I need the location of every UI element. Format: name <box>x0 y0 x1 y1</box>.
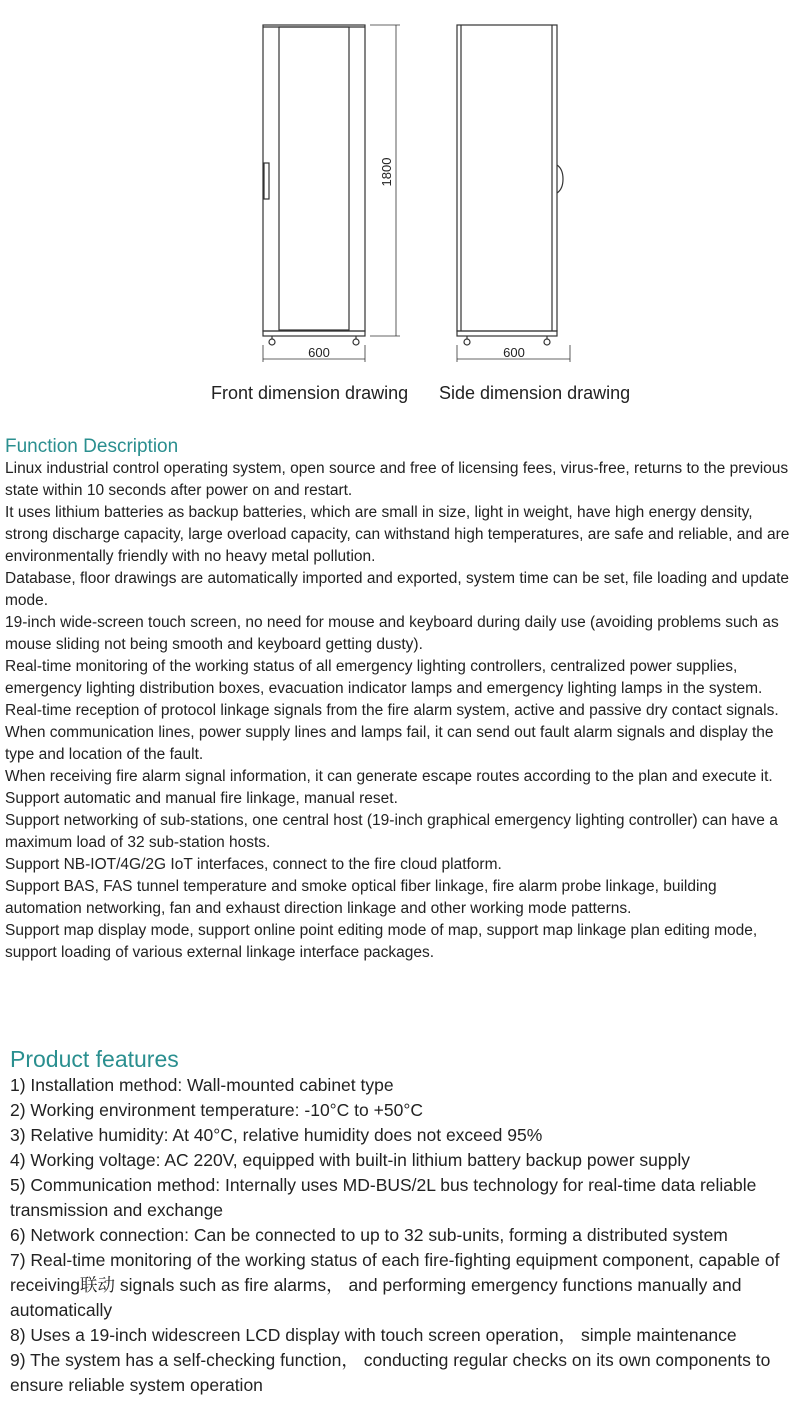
dimension-drawings <box>0 0 800 420</box>
function-description-item: Support BAS, FAS tunnel temperature and smoke optical fiber linkage, fire alarm probe linkage, building automation networking, fan and exhaust direction linkage and other working mode patterns. <box>5 878 717 917</box>
function-description-item: It uses lithium batteries as backup batteries, which are small in size, light in weight, have high energy density, strong discharge capacity, large overload capacity, can withstand high temperatures, are safe and reliable, and are environmentally friendly with no heavy metal pollution. <box>5 504 790 565</box>
function-description-item: When receiving fire alarm signal information, it can generate escape routes according to the plan and execute it. <box>5 768 773 785</box>
side-caption: Side dimension drawing <box>439 383 631 403</box>
product-features-section <box>10 1045 795 1398</box>
product-feature-item: 4) Working voltage: AC 220V, equipped with built-in lithium battery backup power supply <box>10 1150 690 1170</box>
function-description-title: Function Description <box>5 436 179 457</box>
function-description-section <box>5 436 795 964</box>
function-description-item: Support NB-IOT/4G/2G IoT interfaces, connect to the fire cloud platform. <box>5 856 502 873</box>
product-features-list <box>10 1073 795 1398</box>
front-caption: Front dimension drawing <box>211 383 409 403</box>
front-cabinet-drawing <box>263 25 400 362</box>
product-feature-item: 7) Real-time monitoring of the working status of each fire-fighting equipment component, capable of receiving联动 signals such as fire alarms， and performing emergency functions manually and automatically <box>10 1250 780 1320</box>
function-description-item: Database, floor drawings are automatically imported and exported, system time can be set, file loading and update mode. <box>5 570 790 609</box>
function-description-item: Linux industrial control operating system, open source and free of licensing fees, virus-free, returns to the previous state within 10 seconds after power on and restart. <box>5 460 789 499</box>
function-description-item: Real-time monitoring of the working status of all emergency lighting controllers, centralized power supplies, emergency lighting distribution boxes, evacuation indicator lamps and emergency lighting lamps in the system. <box>5 658 763 697</box>
product-feature-item: 2) Working environment temperature: -10°C to +50°C <box>10 1100 423 1120</box>
product-feature-item: 1) Installation method: Wall-mounted cabinet type <box>10 1075 394 1095</box>
product-feature-item: 8) Uses a 19-inch widescreen LCD display with touch screen operation， simple maintenance <box>10 1325 737 1345</box>
side-width-label: 600 <box>503 345 525 360</box>
side-cabinet-drawing <box>457 25 570 362</box>
function-description-item: Support map display mode, support online point editing mode of map, support map linkage plan editing mode, support loading of various external linkage interface packages. <box>5 922 758 961</box>
front-width-label: 600 <box>308 345 330 360</box>
function-description-item: Support automatic and manual fire linkage, manual reset. <box>5 790 398 807</box>
function-description-item: Real-time reception of protocol linkage signals from the fire alarm system, active and passive dry contact signals. <box>5 702 779 719</box>
product-features-title: Product features <box>10 1046 179 1072</box>
product-feature-item: 9) The system has a self-checking function， conducting regular checks on its own components to ensure reliable system operation <box>10 1350 771 1395</box>
product-feature-item: 5) Communication method: Internally uses MD-BUS/2L bus technology for real-time data reliable transmission and exchange <box>10 1175 757 1220</box>
product-feature-item: 6) Network connection: Can be connected to up to 32 sub-units, forming a distributed system <box>10 1225 728 1245</box>
front-height-label: 1800 <box>379 157 394 187</box>
product-feature-item: 3) Relative humidity: At 40°C, relative humidity does not exceed 95% <box>10 1125 543 1145</box>
function-description-list <box>5 458 795 964</box>
function-description-item: 19-inch wide-screen touch screen, no need for mouse and keyboard during daily use (avoiding problems such as mouse sliding not being smooth and keyboard getting dusty). <box>5 614 779 653</box>
function-description-item: When communication lines, power supply lines and lamps fail, it can send out fault alarm signals and display the type and location of the fault. <box>5 724 774 763</box>
function-description-item: Support networking of sub-stations, one central host (19-inch graphical emergency lighting controller) can have a maximum load of 32 sub-station hosts. <box>5 812 778 851</box>
